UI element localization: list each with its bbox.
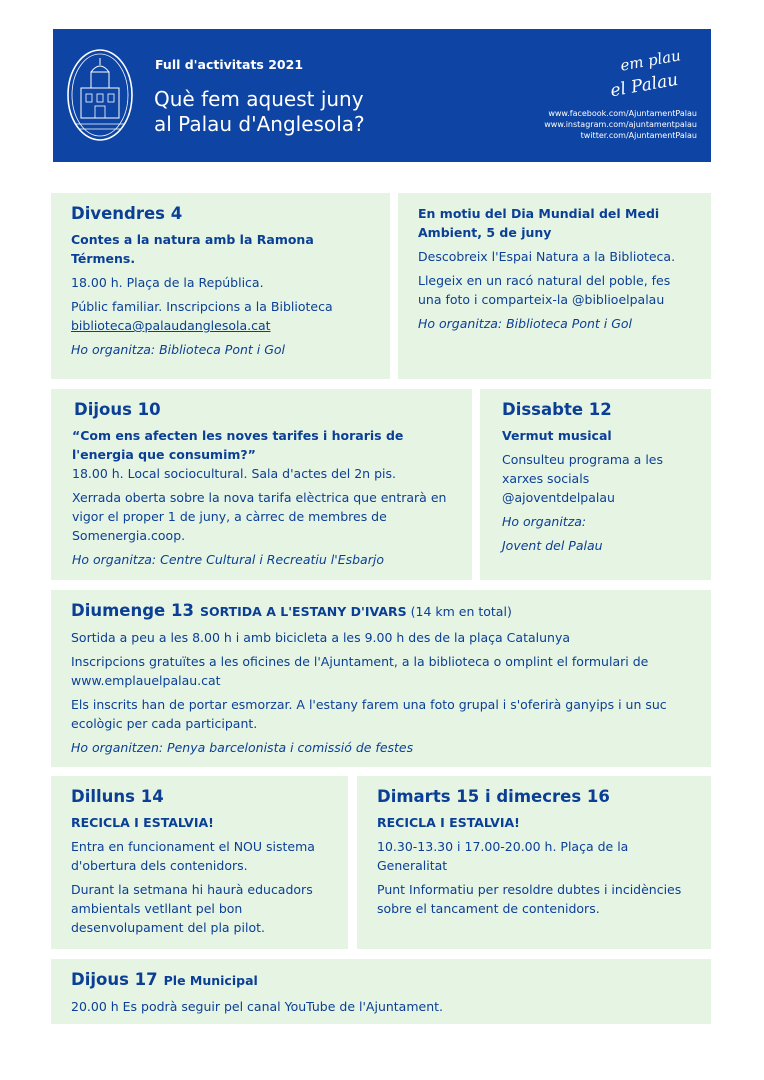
- event-title: Contes a la natura amb la Ramona Térmens.: [71, 232, 314, 266]
- event-dissabte-12: [480, 389, 711, 580]
- event-day: Dissabte 12: [502, 400, 612, 419]
- event-day: Dilluns 14: [71, 787, 164, 806]
- brand-line-2: el Palau: [608, 69, 680, 102]
- instagram-link[interactable]: www.instagram.com/ajuntamentpalau: [544, 120, 697, 129]
- event-text-1: Descobreix l'Espai Natura a la Biblioteca.: [418, 249, 676, 264]
- event-title: “Com ens afecten les noves tarifes i horaris de l'energia que consumim?”: [72, 428, 404, 462]
- event-text-1: Sortida a peu a les 8.00 h i amb bicicleta a les 9.00 h des de la plaça Catalunya: [71, 630, 571, 645]
- town-seal-icon: [66, 48, 134, 142]
- brand-line-1: em plau: [618, 46, 683, 75]
- event-description: Xerrada oberta sobre la nova tarifa elèctrica que entrarà en vigor el proper 1 de juny, a càrrec de membres de Somenergia.coop.: [72, 490, 447, 543]
- social-links: [544, 108, 697, 141]
- event-divendres-4: [51, 193, 390, 379]
- sheet-subtitle: Full d'activitats 2021: [155, 57, 304, 72]
- event-day: Dijous 17: [71, 970, 158, 989]
- event-dijous-10: [51, 389, 472, 580]
- event-title: Vermut musical: [502, 428, 612, 443]
- event-audience: Públic familiar. Inscripcions a la Biblioteca: [71, 299, 333, 314]
- twitter-link[interactable]: twitter.com/AjuntamentPalau: [580, 131, 697, 140]
- event-dilluns-14: [51, 776, 348, 949]
- event-day: Dijous 10: [74, 400, 161, 419]
- event-text-1: Entra en funcionament el NOU sistema d'obertura dels contenidors.: [71, 839, 315, 873]
- event-title: RECICLA I ESTALVIA!: [377, 815, 520, 830]
- event-day: Dimarts 15 i dimecres 16: [377, 787, 610, 806]
- event-time: 18.00 h. Local sociocultural. Sala d'actes del 2n pis.: [72, 466, 396, 481]
- event-text-1: 10.30-13.30 i 17.00-20.00 h. Plaça de la Generalitat: [377, 839, 629, 873]
- header-banner: [53, 29, 711, 162]
- event-organizer: Jovent del Palau: [502, 538, 603, 553]
- page-title: [154, 87, 365, 137]
- event-day: Diumenge 13: [71, 601, 194, 620]
- event-distance: (14 km en total): [406, 604, 512, 619]
- event-title: SORTIDA A L'ESTANY D'IVARS: [199, 604, 407, 619]
- library-email-link[interactable]: biblioteca@palaudanglesola.cat: [71, 318, 271, 333]
- event-text-2: Durant la setmana hi haurà educadors ambientals vetllant pel bon desenvolupament del pla pilot.: [71, 882, 313, 935]
- event-text-2: Punt Informatiu per resoldre dubtes i incidències sobre el tancament de contenidors.: [377, 882, 682, 916]
- event-organizer: Ho organitza: Biblioteca Pont i Gol: [418, 316, 633, 331]
- event-medi-ambient: [398, 193, 711, 379]
- event-heading: [71, 600, 691, 623]
- title-line-2: al Palau d'Anglesola?: [154, 112, 365, 136]
- event-time: 18.00 h. Plaça de la República.: [71, 275, 264, 290]
- event-organizer-label: Ho organitza:: [502, 514, 587, 529]
- event-title: RECICLA I ESTALVIA!: [71, 815, 214, 830]
- event-text-3: Els inscrits han de portar esmorzar. A l'estany farem una foto grupal i s'oferirà ganyips i un suc ecològic per cada participant.: [71, 697, 667, 731]
- event-text-1: 20.00 h Es podrà seguir pel canal YouTube de l'Ajuntament.: [71, 999, 444, 1014]
- title-line-1: Què fem aquest juny: [154, 87, 364, 111]
- event-info: [71, 297, 370, 335]
- event-organizer: Ho organitza: Biblioteca Pont i Gol: [71, 342, 286, 357]
- event-description: Consulteu programa a les xarxes socials @ajoventdelpalau: [502, 452, 663, 505]
- event-title: Ple Municipal: [163, 973, 258, 988]
- event-organizer: Ho organitzen: Penya barcelonista i comissió de festes: [71, 740, 414, 755]
- facebook-link[interactable]: www.facebook.com/AjuntamentPalau: [548, 109, 697, 118]
- event-day: Divendres 4: [71, 204, 183, 223]
- em-plau-el-palau-logo: [603, 44, 693, 102]
- event-dimarts-15: [357, 776, 711, 949]
- event-text-2: Llegeix en un racó natural del poble, fes una foto i comparteix-la @biblioelpalau: [418, 273, 671, 307]
- event-heading: [71, 969, 691, 992]
- event-organizer: Ho organitza: Centre Cultural i Recreatiu l'Esbarjo: [72, 552, 384, 567]
- event-text-2: Inscripcions gratuïtes a les oficines de l'Ajuntament, a la biblioteca o omplint el formulari de www.emplauelpalau.cat: [71, 654, 649, 688]
- event-title: En motiu del Dia Mundial del Medi Ambient, 5 de juny: [418, 206, 660, 240]
- event-diumenge-13: [51, 590, 711, 767]
- event-dijous-17: [51, 959, 711, 1024]
